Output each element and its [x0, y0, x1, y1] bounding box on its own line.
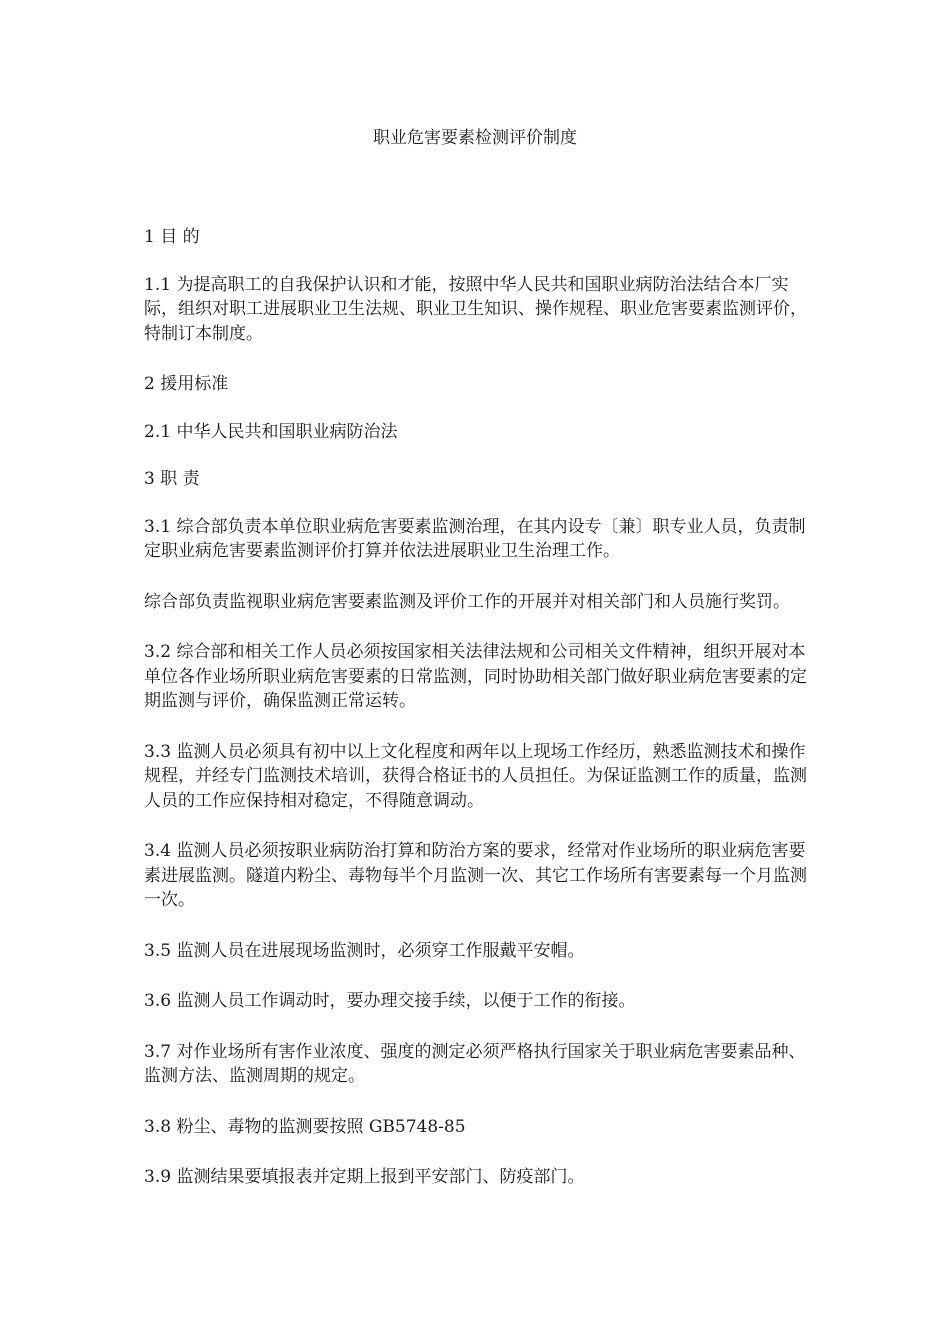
paragraph-3-4: 3.4 监测人员必须按职业病防治打算和防治方案的要求，经常对作业场所的职业病危害要素进展监测。隧道内粉尘、毒物每半个月监测一次、其它工作场所有害要素每一个月监测一次。 — [144, 841, 807, 910]
paragraph-3-3: 3.3 监测人员必须具有初中以上文化程度和两年以上现场工作经历，熟悉监测技术和操作规程，并经专门监测技术培训，获得合格证书的人员担任。为保证监测工作的质量，监测人员的工作应保持相对稳定，不得随意调动。 — [144, 741, 807, 811]
paragraph-2-1: 2.1 中华人民共和国职业病防治法 — [144, 421, 398, 442]
document-body — [144, 225, 808, 1216]
paragraph-1-1: 1.1 为提高职工的自我保护认识和才能，按照中华人民共和国职业病防治法结合本厂实际，组织对职工进展职业卫生法规、职业卫生知识、操作规程、职业危害要素监测评价，特制订本制度。 — [144, 274, 807, 344]
section-heading-standards: 2 援用标准 — [144, 374, 229, 394]
paragraph-3-1-supervision: 综合部负责监视职业病危害要素监测及评价工作的开展并对相关部门和人员施行奖罚。 — [144, 591, 790, 612]
paragraph-3-9: 3.9 监测结果要填报表并定期上报到平安部门、防疫部门。 — [144, 1167, 585, 1187]
section-heading-duties: 3 职 责 — [144, 469, 200, 489]
paragraph-3-2: 3.2 综合部和相关工作人员必须按国家相关法律法规和公司相关文件精神，组织开展对本单位各作业场所职业病危害要素的日常监测，同时协助相关部门做好职业病危害要素的定期监测与评价，确保监测正常运转。 — [144, 642, 807, 711]
section-heading-purpose: 1 目 的 — [144, 227, 200, 247]
paragraph-3-5: 3.5 监测人员在进展现场监测时，必须穿工作服戴平安帽。 — [144, 940, 585, 961]
paragraph-3-8: 3.8 粉尘、毒物的监测要按照 GB5748-85 — [144, 1116, 466, 1137]
document-title: 职业危害要素检测评价制度 — [373, 128, 577, 148]
paragraph-3-7: 3.7 对作业场所有害作业浓度、强度的测定必须严格执行国家关于职业病危害要素品种、监测方法、监测周期的规定。 — [144, 1041, 806, 1086]
paragraph-3-1: 3.1 综合部负责本单位职业病危害要素监测治理，在其内设专〔兼〕职专业人员，负责制定职业病危害要素监测评价打算并依法进展职业卫生治理工作。 — [144, 516, 806, 561]
paragraph-3-6: 3.6 监测人员工作调动时，要办理交接手续，以便于工作的衔接。 — [144, 991, 636, 1011]
